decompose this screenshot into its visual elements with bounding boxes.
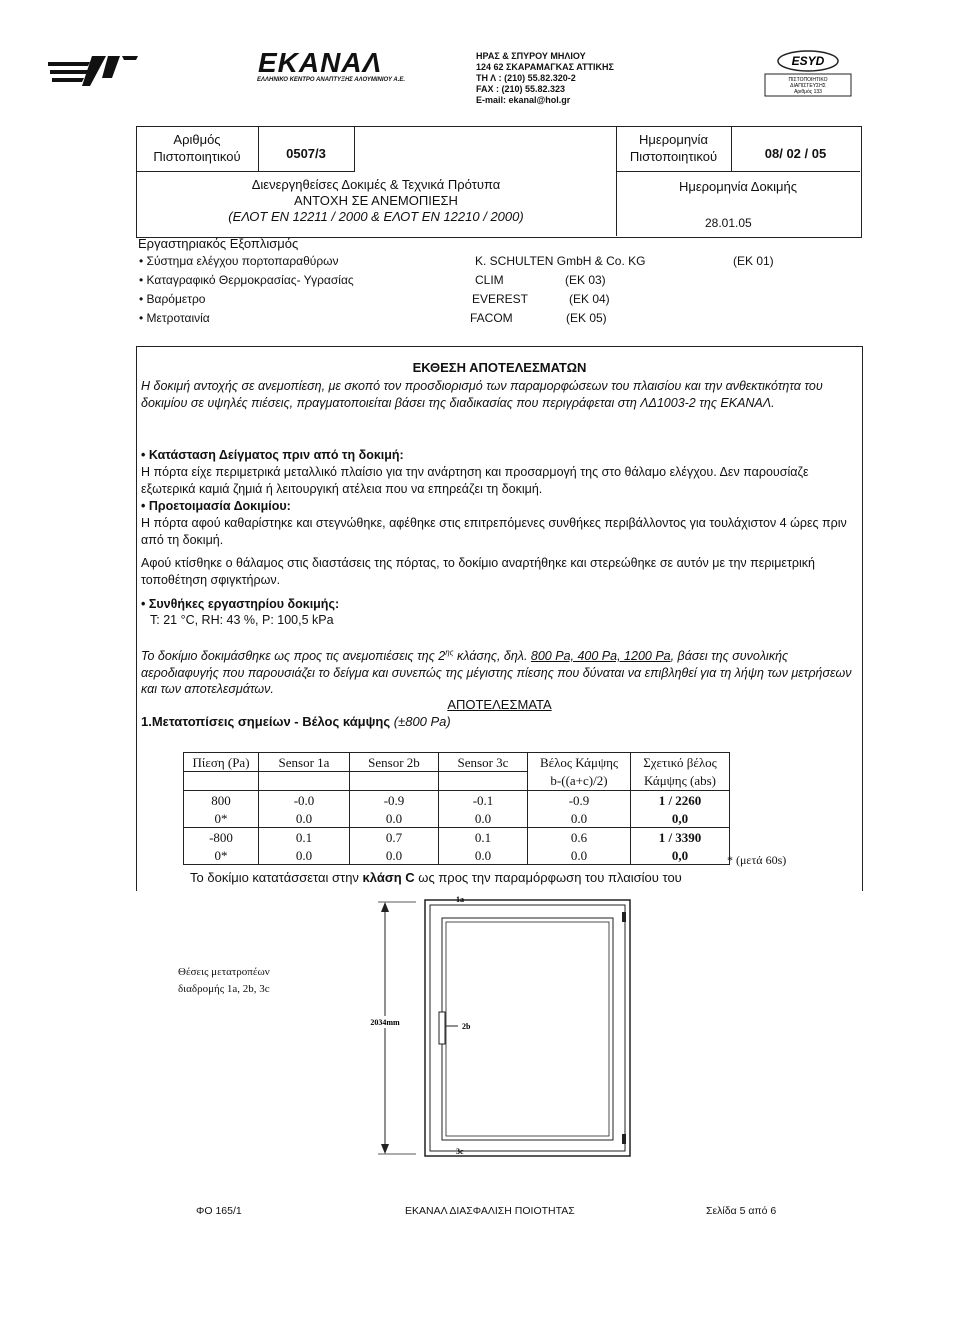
prep-text-2: Αφού κτίσθηκε ο θάλαμος στις διαστάσεις της πόρτας, το δοκίμιο αναρτήθηκε και στερεώθηκε σε αυτόν με την περιμετρική τοποθέτηση σφιγκτήρων. <box>141 556 816 587</box>
list-item: • Σύστημα ελέγχου πορτοπαραθύρων K. SCHULTEN GmbH & Co. KG (EK 01) <box>139 254 774 268</box>
report-title: ΕΚΘΕΣΗ ΑΠΟΤΕΛΕΣΜΑΤΩΝ <box>412 360 587 375</box>
company-name: ΕΚΑΝΑΛ <box>258 47 383 78</box>
lab-conditions-heading: • Συνθήκες εργαστηρίου δοκιμής: <box>141 597 340 611</box>
svg-text:Αριθμός 133: Αριθμός 133 <box>794 89 822 95</box>
test-date-label: Ημερομηνία Δοκιμής <box>678 179 798 194</box>
tests-title: Διενεργηθείσες Δοκιμές & Τεχνικά Πρότυπα <box>251 177 501 192</box>
condition-text: Η πόρτα είχε περιμετρικά μεταλλικό πλαίσιο για την ανάρτηση και προσαρμογή της στο θάλαμο ελέγχου. Δεν παρουσίαζε εξωτερικά καμιά ζημιά ή λειτουργική ατέλεια που να επηρεάζει τη δοκιμή. <box>141 465 809 496</box>
company-logo-icon <box>48 50 198 88</box>
cert-date-label: Ημερομηνία Πιστοποιητικού <box>629 132 718 164</box>
prep-heading: • Προετοιμασία Δοκιμίου: <box>141 499 291 513</box>
svg-text:2b: 2b <box>462 1022 471 1031</box>
table-note: * (μετά 60s) <box>727 853 787 867</box>
svg-text:ESYD: ESYD <box>791 54 825 68</box>
table-row: 800 -0.0 -0.9 -0.1 -0.9 1 / 2260 <box>184 791 730 810</box>
table-header <box>350 772 439 791</box>
svg-text:1a: 1a <box>456 895 464 904</box>
accreditation-logo-icon <box>753 44 863 99</box>
standards: (ΕΛΟΤ ΕΝ 12211 / 2000 & ΕΛΟΤ ΕΝ 12210 / 2000) <box>228 209 524 224</box>
svg-text:3c: 3c <box>456 1147 464 1156</box>
equipment-title: Εργαστηριακός Εξοπλισμός <box>138 236 299 251</box>
table-row: -800 0.1 0.7 0.1 0.6 1 / 3390 <box>184 828 730 847</box>
tests-subtitle: ΑΝΤΟΧΗ ΣΕ ΑΝΕΜΟΠΙΕΣΗ <box>294 193 458 208</box>
svg-text:2034mm: 2034mm <box>370 1018 400 1027</box>
footer-form-code: ΦΟ 165/1 <box>196 1205 242 1217</box>
cert-number-value: 0507/3 <box>286 146 326 161</box>
list-item: • Μετροταινία FACOM (EK 05) <box>139 311 607 325</box>
list-item: • Βαρόμετρο EVEREST (EK 04) <box>139 292 610 306</box>
company-subtitle: ΕΛΛΗΝΙΚΟ ΚΕΝΤΡΟ ΑΝΑΠΤΥΞΗΣ ΑΛΟΥΜΙΝΙΟΥ Α.Ε. <box>257 77 406 83</box>
test-date-value: 28.01.05 <box>705 216 752 230</box>
section-1-title: 1.Μετατοπίσεις σημείων - Βέλος κάμψης (±800 Pa) <box>141 714 451 729</box>
lab-conditions-text: T: 21 °C, RH: 43 %, P: 100,5 kPa <box>150 613 334 627</box>
svg-text:ΔΙΑΠΙΣΤΕΥΣΗΣ: ΔΙΑΠΙΣΤΕΥΣΗΣ <box>790 83 826 89</box>
classification-text: Το δοκίμιο κατατάσσεται στην κλάση C ως προς την παραμόρφωση του πλαισίου του <box>190 870 682 885</box>
table-header <box>184 772 259 791</box>
table-header: Sensor 3c <box>439 753 528 772</box>
divider <box>136 171 355 172</box>
class-text: Το δοκίμιο δοκιμάσθηκε ως προς τις ανεμοπιέσεις της $2^{\eta\varsigma}$ κλάσης, δηλ. 800 Pa, 400 Pa, 1200 Pa, βάσει της συνολικής αεροδιαφυγής που παρουσιάζει το δείγμα και συνεπώς της μέγιστης πίεσης που δύναται να επιβληθεί για τη λήψη των μετρήσεων και των αποτελεσμάτων. <box>141 648 852 697</box>
report-intro: Η δοκιμή αντοχής σε ανεμοπίεση, με σκοπό τον προσδιορισμό των παραμορφώσεων του πλαισίου και την ανθεκτικότητα του δοκιμίου σε υψηλές πιέσεις, πραγματοποιείται βάσει της διαδικασίας που περιγράφεται στη ΛΔ1003-2 της ΕΚΑΝΑΛ. <box>141 379 823 410</box>
diagram-caption: Θέσεις μετατροπέων διαδρομής 1a, 2b, 3c <box>178 966 270 995</box>
footer-page-number: Σελίδα 5 από 6 <box>706 1205 777 1217</box>
divider <box>354 126 355 172</box>
table-header <box>259 772 350 791</box>
table-header: b-((a+c)/2) <box>528 772 631 791</box>
company-address: ΗΡΑΣ & ΣΠΥΡΟΥ ΜΗΛΙΟΥ 124 62 ΣΚΑΡΑΜΑΓΚΑΣ ΑΤΤΙΚΗΣ ΤΗ Λ : (210) 55.82.320-2 FAX : (210) 55.82.323 E-mail: ekanal@hol.gr <box>476 51 614 105</box>
results-title: ΑΠΟΤΕΛΕΣΜΑΤΑ <box>447 697 552 712</box>
table-row: 0* 0.0 0.0 0.0 0.0 0,0 <box>184 846 730 865</box>
results-table <box>183 752 730 865</box>
divider <box>616 171 860 172</box>
svg-text:ΠΙΣΤΟΠΟΙΗΤΙΚΟ: ΠΙΣΤΟΠΟΙΗΤΙΚΟ <box>788 77 828 83</box>
footer-center: ΕΚΑΝΑΛ ΔΙΑΣΦΑΛΙΣΗ ΠΟΙΟΤΗΤΑΣ <box>405 1205 575 1217</box>
table-header: Πίεση (Pa) <box>184 753 259 772</box>
table-header: Βέλος Κάμψης <box>528 753 631 772</box>
table-header: Σχετικό βέλος <box>631 753 730 772</box>
condition-heading: • Κατάσταση Δείγματος πριν από τη δοκιμή: <box>141 448 404 462</box>
equipment-list <box>139 254 859 330</box>
table-row: 0* 0.0 0.0 0.0 0.0 0,0 <box>184 809 730 828</box>
table-header: Sensor 2b <box>350 753 439 772</box>
cert-number-label: Αριθμός Πιστοποιητικού <box>153 132 241 164</box>
table-header: Sensor 1a <box>259 753 350 772</box>
door-diagram <box>350 888 650 1163</box>
table-header <box>439 772 528 791</box>
table-header: Κάμψης (abs) <box>631 772 730 791</box>
cert-date-value: 08/ 02 / 05 <box>764 146 827 161</box>
list-item: • Καταγραφικό Θερμοκρασίας- Υγρασίας CLIM (EK 03) <box>139 273 606 287</box>
prep-text-1: Η πόρτα αφού καθαρίστηκε και στεγνώθηκε, αφέθηκε στις επιτρεπόμενες συνθήκες περιβάλλοντος για τουλάχιστον 4 ώρες πριν από τη δοκιμή. <box>141 516 847 547</box>
